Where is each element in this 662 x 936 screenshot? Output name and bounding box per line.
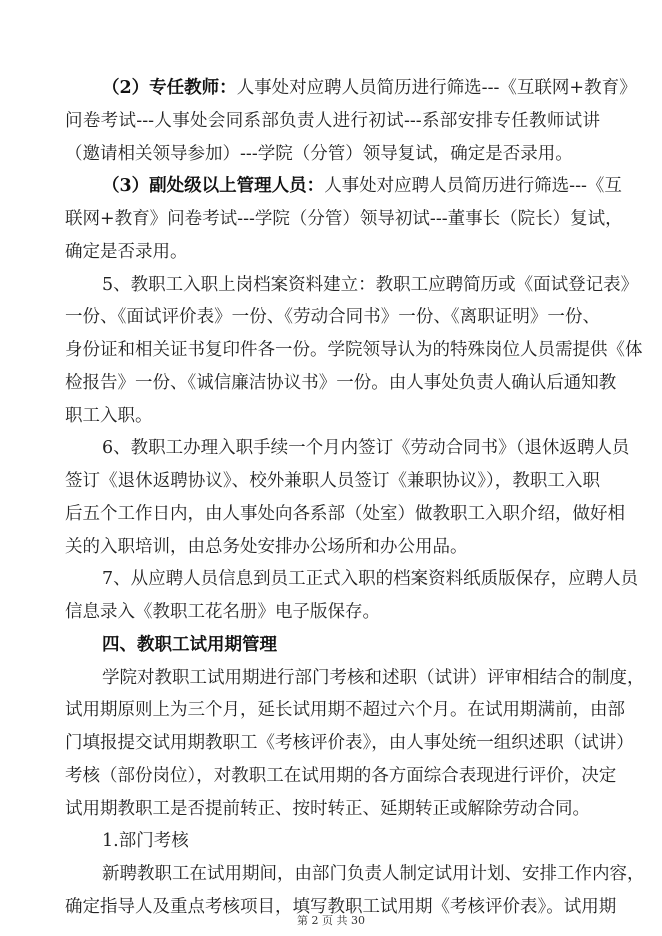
text-line <box>65 203 623 236</box>
line-text: 关的入职培训，由总务处安排办公场所和办公用品。 <box>65 536 468 557</box>
text-line <box>65 596 600 629</box>
line-text: 联网+教育》问卷考试---学院（分管）领导初试---董事长（院长）复试， <box>65 209 623 229</box>
text-line <box>65 531 600 564</box>
text-line <box>65 72 637 105</box>
line-text: 后五个工作日内，由人事处向各系部（处室）做教职工入职介绍，做好相 <box>65 503 625 524</box>
line-text: 一份、《面试评价表》一份、《劳动合同书》一份、《离职证明》一份、 <box>65 307 600 328</box>
text-line <box>65 858 645 891</box>
line-text: 信息录入《教职工花名册》电子版保存。 <box>65 602 380 622</box>
line-text: 学院对教职工试用期进行部门考核和述职（试讲）评审相结合的制度， <box>102 667 645 688</box>
line-text: 5、教职工入职上岗档案资料建立：教职工应聘简历或《面试登记表》 <box>102 274 639 295</box>
line-text: 身份证和相关证书复印件各一份。学院领导认为的特殊岗位人员需提供《体 <box>65 340 643 360</box>
text-line <box>65 465 600 498</box>
text-line <box>65 793 600 826</box>
line-text: 人事处对应聘人员简历进行筛选---《互联网+教育》 <box>236 78 637 98</box>
text-line <box>65 367 617 400</box>
line-text: 问卷考试---人事处会同系部负责人进行初试---系部安排专任教师试讲 <box>65 110 600 131</box>
line-text: 6、教职工办理入职手续一个月内签订《劳动合同书》（退休返聘人员 <box>102 438 630 459</box>
line-text: 7、从应聘人员信息到员工正式入职的档案资料纸质版保存，应聘人员 <box>102 569 639 590</box>
text-line <box>65 400 600 433</box>
page-number-footer: 第 2 页 共 30 <box>297 914 365 927</box>
line-text: 1.部门考核 <box>102 831 189 852</box>
text-line <box>65 170 622 203</box>
text-line <box>65 105 600 138</box>
bold-heading: 四、教职工试用期管理 <box>102 634 277 655</box>
text-line <box>65 727 634 760</box>
line-text: 职工入职。 <box>65 405 153 426</box>
text-line <box>65 269 639 302</box>
line-text: 签订《退休返聘协议》、校外兼职人员签订《兼职协议》），教职工入职 <box>65 471 600 491</box>
text-line <box>65 760 617 793</box>
text-line <box>65 138 600 171</box>
text-line <box>65 301 600 334</box>
text-line <box>65 825 600 858</box>
bold-heading: （2）专任教师： <box>102 78 237 98</box>
text-line <box>65 334 643 367</box>
line-text: 试用期教职工是否提前转正、按时转正、延期转正或解除劳动合同。 <box>65 798 590 819</box>
document-body <box>65 72 645 924</box>
line-text: 试用期原则上为三个月，延长试用期不超过六个月。在试用期满前，由部 <box>65 700 625 721</box>
text-line <box>65 563 639 596</box>
line-text: 确定指导人及重点考核项目，填写教职工试用期《考核评价表》。试用期 <box>65 896 617 917</box>
text-line <box>65 629 600 662</box>
bold-heading: （3）副处级以上管理人员： <box>102 176 325 197</box>
line-text: 确定是否录用。 <box>65 241 188 262</box>
line-text: （邀请相关领导参加）---学院（分管）领导复试，确定是否录用。 <box>65 143 573 164</box>
text-line <box>65 236 600 269</box>
text-line <box>65 662 645 695</box>
line-text: 检报告》一份、《诚信廉洁协议书》一份。由人事处负责人确认后通知教 <box>65 372 617 393</box>
line-text: 人事处对应聘人员简历进行筛选---《互 <box>324 176 622 197</box>
text-line <box>65 694 625 727</box>
line-text: 门填报提交试用期教职工《考核评价表》，由人事处统一组织述职（试讲） <box>65 733 634 753</box>
line-text: 考核（部份岗位），对教职工在试用期的各方面综合表现进行评价，决定 <box>65 765 617 786</box>
text-line <box>65 498 625 531</box>
line-text: 新聘教职工在试用期间，由部门负责人制定试用计划、安排工作内容， <box>102 864 645 884</box>
text-line <box>65 432 630 465</box>
